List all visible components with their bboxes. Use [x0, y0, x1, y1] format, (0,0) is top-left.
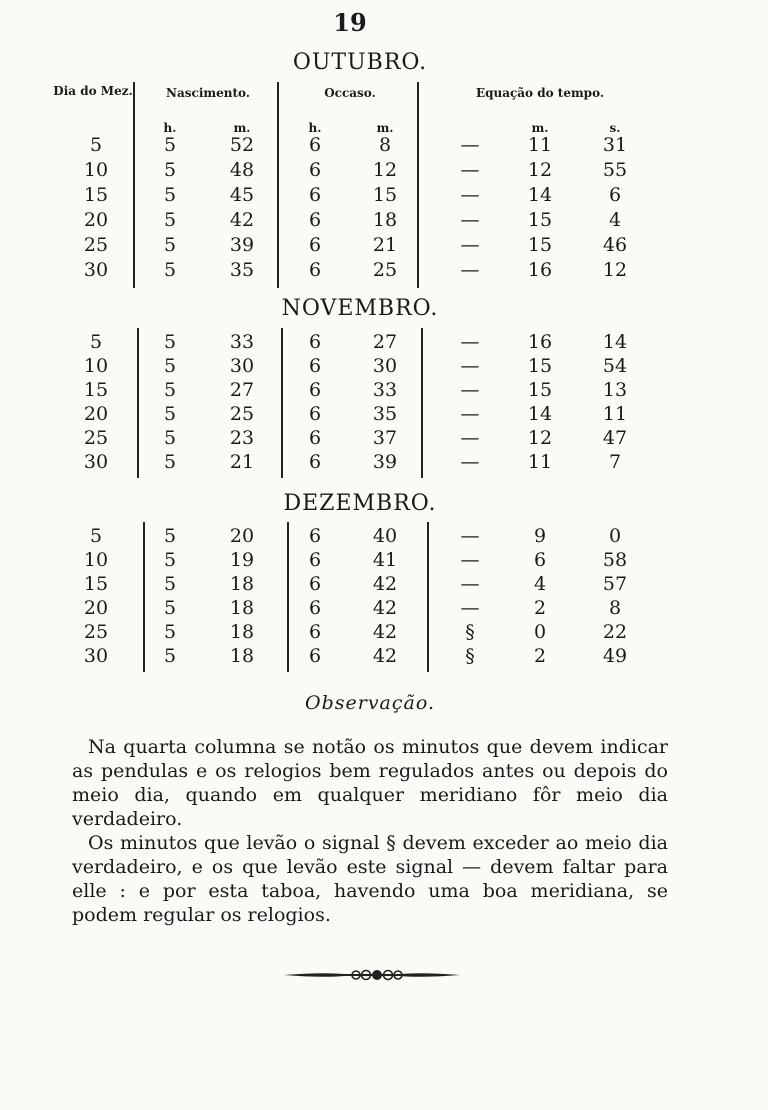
cell-day: 30: [83, 645, 109, 667]
table-row: [0, 620, 768, 644]
cell-rise-h: 5: [163, 573, 177, 595]
cell-day: 10: [83, 355, 109, 377]
cell-eq-m: 0: [533, 621, 547, 643]
month-title-dezembro: DEZEMBRO.: [283, 491, 437, 516]
cell-rise-m: 45: [229, 184, 255, 206]
cell-set-h: 6: [308, 549, 322, 571]
cell-day: 15: [83, 184, 109, 206]
cell-eq-s: 55: [602, 159, 628, 181]
cell-rise-m: 19: [229, 549, 255, 571]
cell-eq-m: 11: [527, 451, 553, 473]
cell-eq-s: 13: [602, 379, 628, 401]
cell-rise-h: 5: [163, 597, 177, 619]
cell-rise-m: 35: [229, 259, 255, 281]
table-row: [0, 208, 768, 232]
cell-eq-s: 8: [608, 597, 622, 619]
cell-eq-s: 12: [602, 259, 628, 281]
cell-set-m: 42: [372, 573, 398, 595]
cell-set-h: 6: [308, 209, 322, 231]
cell-sign: —: [460, 134, 480, 156]
observation-title: Observação.: [305, 692, 435, 714]
cell-rise-m: 30: [229, 355, 255, 377]
cell-eq-s: 4: [608, 209, 622, 231]
cell-day: 10: [83, 549, 109, 571]
cell-set-h: 6: [308, 573, 322, 595]
cell-set-m: 21: [372, 234, 398, 256]
cell-sign: —: [460, 331, 480, 353]
cell-eq-m: 12: [527, 159, 553, 181]
cell-eq-m: 9: [533, 525, 547, 547]
cell-day: 25: [83, 427, 109, 449]
cell-rise-h: 5: [163, 259, 177, 281]
cell-day: 20: [83, 597, 109, 619]
cell-eq-m: 15: [527, 234, 553, 256]
cell-set-m: 18: [372, 209, 398, 231]
cell-set-m: 27: [372, 331, 398, 353]
cell-set-h: 6: [308, 621, 322, 643]
cell-sign: —: [460, 355, 480, 377]
cell-rise-h: 5: [163, 159, 177, 181]
observation-paragraph: Na quarta columna se notão os minutos que devem indicar as pendulas e os relogios bem regulados antes ou depois do meio dia, quando em qualquer meridiano fôr meio dia verdadeiro.: [72, 736, 668, 830]
cell-set-h: 6: [308, 403, 322, 425]
cell-day: 30: [83, 259, 109, 281]
table-row: [0, 378, 768, 402]
cell-set-m: 42: [372, 597, 398, 619]
cell-day: 25: [83, 234, 109, 256]
cell-rise-m: 25: [229, 403, 255, 425]
cell-set-h: 6: [308, 597, 322, 619]
cell-day: 5: [89, 331, 103, 353]
table-row: [0, 354, 768, 378]
table-row: [0, 158, 768, 182]
cell-sign: —: [460, 234, 480, 256]
cell-rise-h: 5: [163, 621, 177, 643]
cell-set-m: 40: [372, 525, 398, 547]
cell-eq-s: 47: [602, 427, 628, 449]
cell-rise-m: 23: [229, 427, 255, 449]
cell-rise-h: 5: [163, 427, 177, 449]
cell-set-h: 6: [308, 259, 322, 281]
cell-eq-m: 16: [527, 331, 553, 353]
cell-set-h: 6: [308, 645, 322, 667]
cell-eq-m: 12: [527, 427, 553, 449]
cell-set-m: 35: [372, 403, 398, 425]
cell-sign: §: [465, 645, 475, 667]
cell-rise-m: 21: [229, 451, 255, 473]
cell-rise-h: 5: [163, 451, 177, 473]
table-row: [0, 258, 768, 282]
subheader-m: m.: [531, 121, 549, 135]
cell-sign: —: [460, 184, 480, 206]
cell-rise-m: 20: [229, 525, 255, 547]
cell-rise-h: 5: [163, 134, 177, 156]
cell-day: 30: [83, 451, 109, 473]
cell-eq-m: 14: [527, 403, 553, 425]
cell-rise-h: 5: [163, 331, 177, 353]
cell-sign: —: [460, 259, 480, 281]
cell-day: 5: [89, 525, 103, 547]
cell-day: 20: [83, 209, 109, 231]
cell-eq-s: 49: [602, 645, 628, 667]
header-occaso: Occaso.: [324, 86, 376, 100]
cell-rise-m: 18: [229, 597, 255, 619]
table-row: [0, 426, 768, 450]
cell-sign: —: [460, 573, 480, 595]
cell-day: 15: [83, 573, 109, 595]
cell-rise-h: 5: [163, 549, 177, 571]
table-row: [0, 133, 768, 157]
subheader-h: h.: [308, 121, 322, 135]
cell-set-m: 39: [372, 451, 398, 473]
cell-sign: —: [460, 525, 480, 547]
cell-eq-s: 46: [602, 234, 628, 256]
observation-paragraph: Os minutos que levão o signal § devem exceder ao meio dia verdadeiro, e os que levão este signal — devem faltar para elle : e por esta taboa, havendo uma boa meridiana, se podem regular os relogios.: [72, 832, 668, 926]
cell-eq-m: 15: [527, 209, 553, 231]
cell-rise-m: 48: [229, 159, 255, 181]
cell-sign: —: [460, 451, 480, 473]
cell-eq-s: 14: [602, 331, 628, 353]
subheader-m: m.: [233, 121, 251, 135]
cell-set-h: 6: [308, 451, 322, 473]
cell-eq-s: 22: [602, 621, 628, 643]
cell-rise-h: 5: [163, 355, 177, 377]
cell-eq-m: 11: [527, 134, 553, 156]
header-dia-do-mez: Dia do Mez.: [53, 84, 133, 98]
cell-sign: §: [465, 621, 475, 643]
cell-sign: —: [460, 379, 480, 401]
cell-eq-s: 7: [608, 451, 622, 473]
cell-day: 20: [83, 403, 109, 425]
cell-set-h: 6: [308, 234, 322, 256]
subheader-s: s.: [609, 121, 621, 135]
cell-rise-m: 52: [229, 134, 255, 156]
subheader-h: h.: [163, 121, 177, 135]
cell-set-m: 12: [372, 159, 398, 181]
cell-set-m: 41: [372, 549, 398, 571]
cell-eq-s: 6: [608, 184, 622, 206]
cell-sign: —: [460, 209, 480, 231]
cell-eq-m: 15: [527, 355, 553, 377]
cell-sign: —: [460, 159, 480, 181]
cell-set-h: 6: [308, 159, 322, 181]
cell-eq-m: 14: [527, 184, 553, 206]
page-number: 19: [333, 8, 367, 37]
cell-rise-m: 27: [229, 379, 255, 401]
cell-set-m: 25: [372, 259, 398, 281]
cell-eq-m: 16: [527, 259, 553, 281]
cell-set-m: 42: [372, 621, 398, 643]
table-row: [0, 572, 768, 596]
cell-set-h: 6: [308, 331, 322, 353]
cell-sign: —: [460, 597, 480, 619]
cell-day: 25: [83, 621, 109, 643]
cell-rise-h: 5: [163, 403, 177, 425]
cell-set-h: 6: [308, 134, 322, 156]
cell-set-m: 15: [372, 184, 398, 206]
cell-rise-h: 5: [163, 525, 177, 547]
cell-rise-m: 18: [229, 573, 255, 595]
cell-eq-s: 54: [602, 355, 628, 377]
table-row: [0, 524, 768, 548]
table-row: [0, 402, 768, 426]
cell-eq-m: 4: [533, 573, 547, 595]
table-row: [0, 644, 768, 668]
cell-set-h: 6: [308, 525, 322, 547]
cell-set-m: 33: [372, 379, 398, 401]
cell-rise-m: 18: [229, 621, 255, 643]
cell-rise-h: 5: [163, 379, 177, 401]
cell-day: 5: [89, 134, 103, 156]
cell-eq-m: 15: [527, 379, 553, 401]
ornament-divider: [282, 960, 462, 990]
subheader-m: m.: [376, 121, 394, 135]
cell-rise-h: 5: [163, 645, 177, 667]
cell-set-h: 6: [308, 427, 322, 449]
cell-eq-s: 58: [602, 549, 628, 571]
cell-set-h: 6: [308, 355, 322, 377]
cell-set-m: 8: [378, 134, 392, 156]
cell-sign: —: [460, 549, 480, 571]
cell-eq-s: 31: [602, 134, 628, 156]
cell-set-h: 6: [308, 184, 322, 206]
header-equacao: Equação do tempo.: [475, 86, 605, 100]
cell-rise-m: 33: [229, 331, 255, 353]
cell-set-h: 6: [308, 379, 322, 401]
cell-eq-m: 2: [533, 597, 547, 619]
cell-rise-m: 42: [229, 209, 255, 231]
cell-set-m: 37: [372, 427, 398, 449]
cell-set-m: 42: [372, 645, 398, 667]
cell-eq-s: 0: [608, 525, 622, 547]
header-nascimento: Nascimento.: [166, 86, 250, 100]
cell-sign: —: [460, 427, 480, 449]
cell-rise-m: 39: [229, 234, 255, 256]
table-row: [0, 450, 768, 474]
month-title-novembro: NOVEMBRO.: [281, 296, 439, 321]
cell-rise-h: 5: [163, 209, 177, 231]
cell-set-m: 30: [372, 355, 398, 377]
table-row: [0, 330, 768, 354]
cell-eq-m: 6: [533, 549, 547, 571]
month-title-outubro: OUTUBRO.: [292, 50, 428, 75]
cell-rise-m: 18: [229, 645, 255, 667]
cell-eq-s: 11: [602, 403, 628, 425]
table-row: [0, 183, 768, 207]
table-row: [0, 233, 768, 257]
table-row: [0, 596, 768, 620]
cell-day: 10: [83, 159, 109, 181]
cell-day: 15: [83, 379, 109, 401]
cell-eq-m: 2: [533, 645, 547, 667]
cell-eq-s: 57: [602, 573, 628, 595]
table-row: [0, 548, 768, 572]
cell-sign: —: [460, 403, 480, 425]
cell-rise-h: 5: [163, 234, 177, 256]
cell-rise-h: 5: [163, 184, 177, 206]
